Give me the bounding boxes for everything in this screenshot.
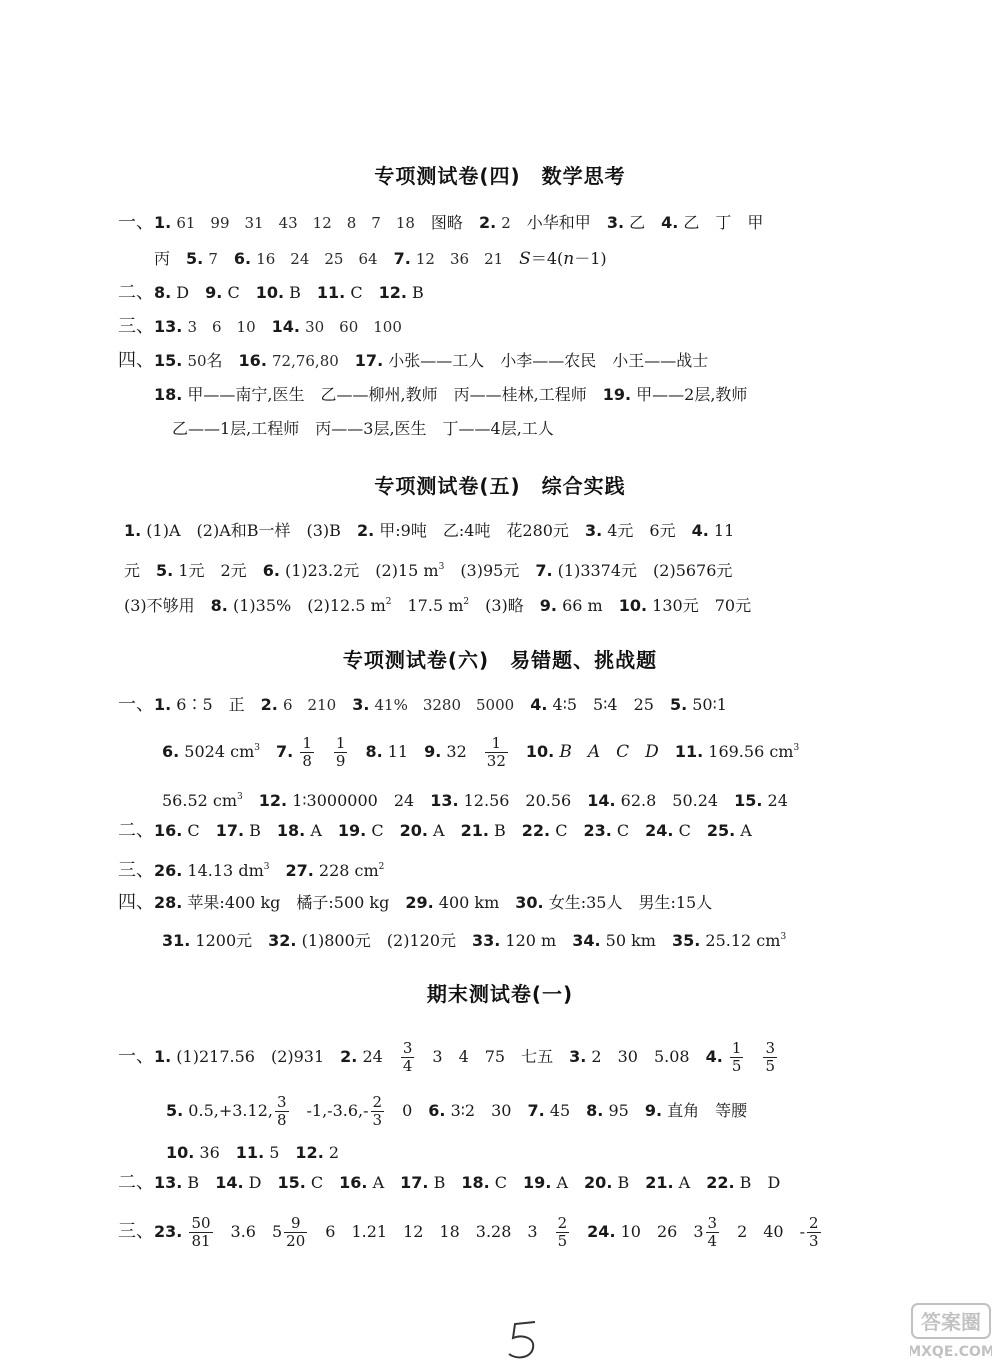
svg-text:MXQE.COM: MXQE.COM [910,1344,992,1360]
answer-line: 一、1. 61 99 31 43 12 8 7 18 图略 2. 2 小华和甲 3. 乙 4. 乙 丁 甲 [118,212,764,233]
answer-line: 四、15. 50名 16. 72,76,80 17. 小张——工人 小李——农民 小王——战士 [118,350,709,371]
answer-line: 56.52 $cm^3$ 12. 1∶3000000 24 13. 12.56 20.56 14. 62.8 50.24 15. 24 [162,791,788,810]
section-title: 期末测试卷(一) [426,982,574,1006]
section-title: 专项测试卷(六) 易错题、挑战题 [342,648,658,672]
answer-line: 三、13. 3 6 10 14. 30 60 100 [118,316,402,337]
section-title: 专项测试卷(五) 综合实践 [374,474,626,498]
answer-line: 一、1. 6∶5 正 2. 6 210 3. 41% 3280 5000 4. 4∶5 5∶4 25 5. 50∶1 [118,694,727,715]
svg-text:答案圈: 答案圈 [921,1310,981,1334]
answer-line: 元 5. 1元 2元 6. (1)23.2元 (2)15 $m^3$ (3)95元 7. (1)3374元 (2)5676元 [124,561,733,580]
answer-line: 丙 5. 7 6. 16 24 25 64 7. 12 36 21 S＝4(n－1) [154,249,607,269]
answer-line: 31. 1200元 32. (1)800元 (2)120元 33. 120 m 34. 50 km 35. 25.12 $cm^3$ [162,931,787,950]
answer-line: 四、28. 苹果:400 kg 橘子:500 kg 29. 400 km 30. 女生:35人 男生:15人 [118,892,713,913]
answer-line: 1. (1)A (2)A和B一样 (3)B 2. 甲:9吨 乙:4吨 花280元 3. 4元 6元 4. 11 [124,521,735,540]
answer-line: 一、1. (1)217.56 (2)931 2. 24 $\frac{3}{4}$ 3 4 75 七五 3. 2 30 5.08 4. $\frac{1}{5}$ $\frac{3}{5}$ [118,1039,776,1075]
answer-line: 5. 0.5,+3.12, $\frac{3}{8}$ -1,-3.6,- $\frac{2}{3}$ 0 6. 3∶2 30 7. 45 8. 95 9. 直角 等腰 [166,1093,748,1129]
answer-line: (3)不够用 8. (1)35% (2)12.5 $m^2$ 17.5 $m^2$ (3)略 9. 66 m 10. 130元 70元 [124,596,752,615]
answer-line: 二、16. C 17. B 18. A 19. C 20. A 21. B 22. C 23. C 24. C 25. A [118,820,752,841]
watermark-logo [910,1300,992,1362]
answer-line: 三、26. 14.13 $dm^3$ 27. 228 $cm^2$ [118,860,385,881]
section-title: 专项测试卷(四) 数学思考 [374,164,626,188]
answer-line: 18. 甲——南宁,医生 乙——柳州,教师 丙——桂林,工程师 19. 甲——2层,教师 [154,385,748,404]
answer-line: 二、8. D 9. C 10. B 11. C 12. B [118,282,424,303]
answer-line: 6. 5024 $cm^3$ 7. $\frac{1}{8}$ $\frac{1}{9}$ 8. 11 9. 32 $\frac{1}{32}$ 10. B A C D 11. 169.56 $cm^3$ [162,734,800,770]
answer-line: 10. 36 11. 5 12. 2 [166,1143,340,1162]
answer-line: 二、13. B 14. D 15. C 16. A 17. B 18. C 19. A 20. B 21. A 22. B D [118,1172,781,1193]
handwritten-page-mark [505,1318,545,1362]
answer-line: 三、23. $\frac{50}{81}$ 3.6 5 $\frac{9}{20}$ 6 1.21 12 18 3.28 3 $\frac{2}{5}$ 24. 10 26 3 $\frac{3}{4}$ 2 40 - $\frac{2}{3}$ [118,1214,819,1250]
answer-line: 乙——1层,工程师 丙——3层,医生 丁——4层,工人 [172,419,554,438]
